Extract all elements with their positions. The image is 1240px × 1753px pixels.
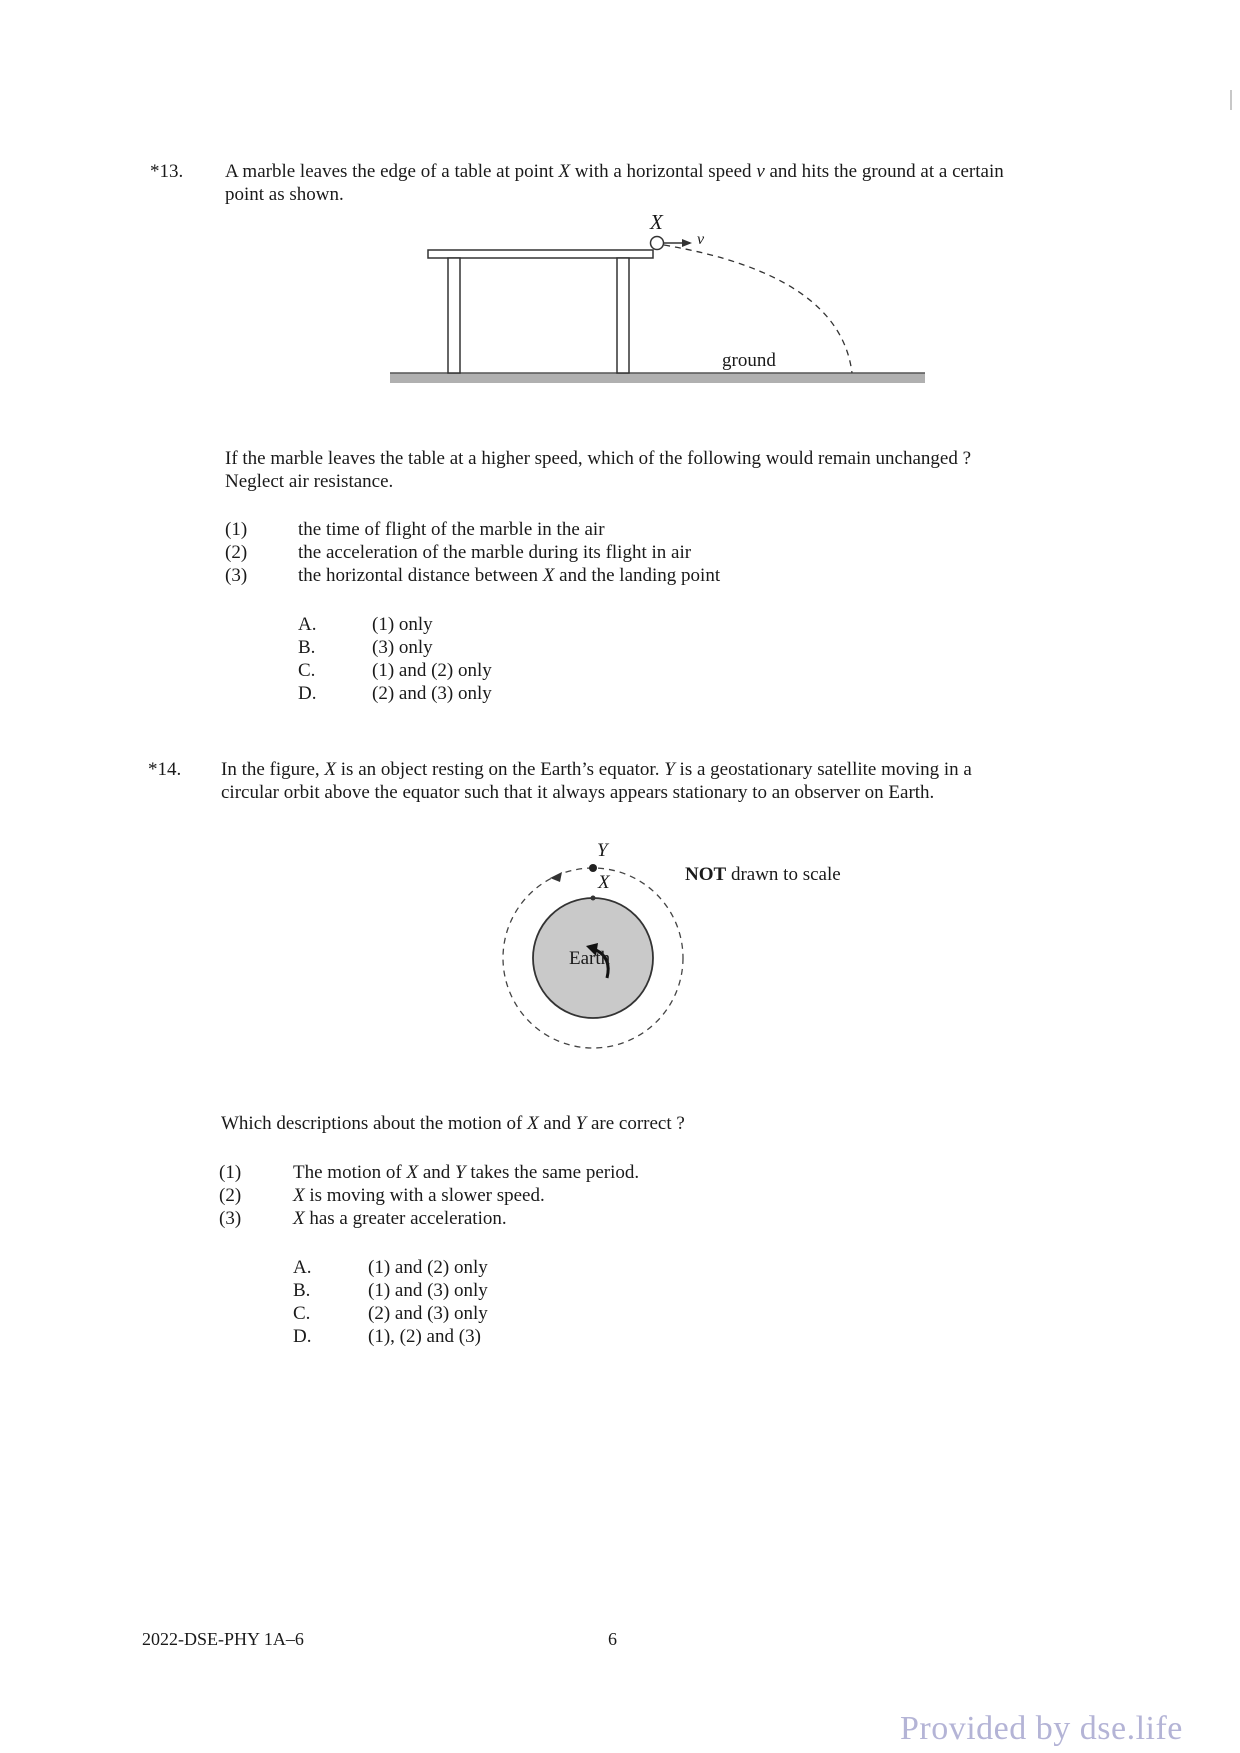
object-x-dot xyxy=(591,896,596,901)
page-edge-mark xyxy=(1230,90,1232,110)
q14-option-letter: C. xyxy=(293,1303,311,1324)
q14-option-text: (2) and (3) only xyxy=(368,1303,488,1324)
label-x: X xyxy=(598,872,610,893)
q13-question-line1: If the marble leaves the table at a higher speed, which of the following would remain unchanged ? xyxy=(225,448,972,469)
q13-stem-text: A marble leaves the edge of a table at point xyxy=(225,161,559,182)
q14-question xyxy=(221,1112,685,1135)
q14-question-text: are correct ? xyxy=(586,1113,685,1134)
q14-statement-num: (2) xyxy=(219,1185,242,1206)
q13-figure xyxy=(380,205,940,395)
q14-question-text: and xyxy=(538,1113,576,1134)
label-y: Y xyxy=(597,840,608,861)
q14-option-letter: B. xyxy=(293,1280,311,1301)
label-ground: ground xyxy=(722,350,776,371)
q14-statement-part: takes the same period. xyxy=(465,1162,640,1183)
footer-page-number: 6 xyxy=(608,1629,617,1649)
q13-option-text: (3) only xyxy=(372,637,433,658)
orbit-direction-arrowhead xyxy=(550,872,562,882)
watermark: Provided by dse.life xyxy=(900,1710,1183,1747)
q14-option-letter: A. xyxy=(293,1257,312,1278)
q13-statement-num: (2) xyxy=(225,542,248,563)
q14-question-text: Which descriptions about the motion of xyxy=(221,1113,528,1134)
q13-stem-var-v: v xyxy=(756,161,765,182)
q13-option-letter: C. xyxy=(298,660,316,681)
q13-stem-line1 xyxy=(225,160,1004,183)
velocity-arrowhead xyxy=(682,239,692,247)
q14-statement-var: X xyxy=(293,1185,305,1206)
q13-statement-text: the time of flight of the marble in the air xyxy=(298,519,605,540)
q14-option-text: (1) and (3) only xyxy=(368,1280,488,1301)
q13-stem-text: with a horizontal speed xyxy=(570,161,757,182)
q13-number: *13. xyxy=(150,161,184,182)
q14-statement-num: (3) xyxy=(219,1208,242,1229)
q13-statement-text xyxy=(298,564,720,587)
q14-option-letter: D. xyxy=(293,1326,312,1347)
q13-statement-var: X xyxy=(542,565,555,586)
q13-option-text: (1) only xyxy=(372,614,433,635)
q13-statement-part: the horizontal distance between xyxy=(298,565,543,586)
q14-stem-var-y: Y xyxy=(664,759,675,780)
label-earth: Earth xyxy=(569,948,611,969)
satellite-y-dot xyxy=(589,864,597,872)
q13-stem-var-x: X xyxy=(558,161,571,182)
note-rest: drawn to scale xyxy=(726,864,841,885)
q13-stem-line2: point as shown. xyxy=(225,184,344,205)
label-v: v xyxy=(697,231,705,248)
q14-number: *14. xyxy=(148,759,182,780)
q14-option-text: (1), (2) and (3) xyxy=(368,1326,481,1347)
q14-statement-text xyxy=(293,1207,507,1230)
marble xyxy=(651,237,664,250)
q14-statement-num: (1) xyxy=(219,1162,242,1183)
q14-statement-var: Y xyxy=(455,1162,466,1183)
q13-statement-part: and the landing point xyxy=(554,565,721,586)
q13-statement-num: (1) xyxy=(225,519,248,540)
q13-option-text: (2) and (3) only xyxy=(372,683,492,704)
not-to-scale-note xyxy=(685,864,841,885)
q13-stem-text: and hits the ground at a certain xyxy=(764,161,1004,182)
q14-stem-text: is an object resting on the Earth’s equator. xyxy=(336,759,665,780)
q14-statement-text xyxy=(293,1184,545,1207)
ground-strip xyxy=(390,373,925,383)
label-x: X xyxy=(650,210,663,234)
q13-statement-num: (3) xyxy=(225,565,248,586)
note-bold: NOT xyxy=(685,864,727,885)
q14-statement-part: is moving with a slower speed. xyxy=(304,1185,545,1206)
q14-stem-line1 xyxy=(221,758,972,781)
q14-statement-var: X xyxy=(406,1162,419,1183)
q13-option-text: (1) and (2) only xyxy=(372,660,492,681)
q14-statement-var: X xyxy=(293,1208,305,1229)
q14-stem-line2: circular orbit above the equator such that it always appears stationary to an observer on Earth. xyxy=(221,782,935,803)
q14-figure xyxy=(480,830,880,1060)
footer-paper-code: 2022-DSE-PHY 1A–6 xyxy=(142,1629,304,1649)
q14-stem-text: is a geostationary satellite moving in a xyxy=(674,759,972,780)
q14-option-text: (1) and (2) only xyxy=(368,1257,488,1278)
q13-option-letter: A. xyxy=(298,614,317,635)
q14-statement-part: has a greater acceleration. xyxy=(304,1208,507,1229)
q14-stem-var-x: X xyxy=(324,759,337,780)
q13-option-letter: D. xyxy=(298,683,317,704)
q14-stem-text: In the figure, xyxy=(221,759,325,780)
q13-option-letter: B. xyxy=(298,637,316,658)
table-leg-right xyxy=(617,258,629,373)
table-leg-left xyxy=(448,258,460,373)
q14-statement-part: The motion of xyxy=(293,1162,407,1183)
q13-statement-text: the acceleration of the marble during its flight in air xyxy=(298,542,692,563)
q14-question-var-y: Y xyxy=(575,1113,587,1134)
q14-question-var-x: X xyxy=(527,1113,539,1134)
q13-question-line2: Neglect air resistance. xyxy=(225,471,394,492)
table-top xyxy=(428,250,653,258)
q14-statement-text xyxy=(293,1161,639,1184)
q14-statement-part: and xyxy=(418,1162,455,1183)
